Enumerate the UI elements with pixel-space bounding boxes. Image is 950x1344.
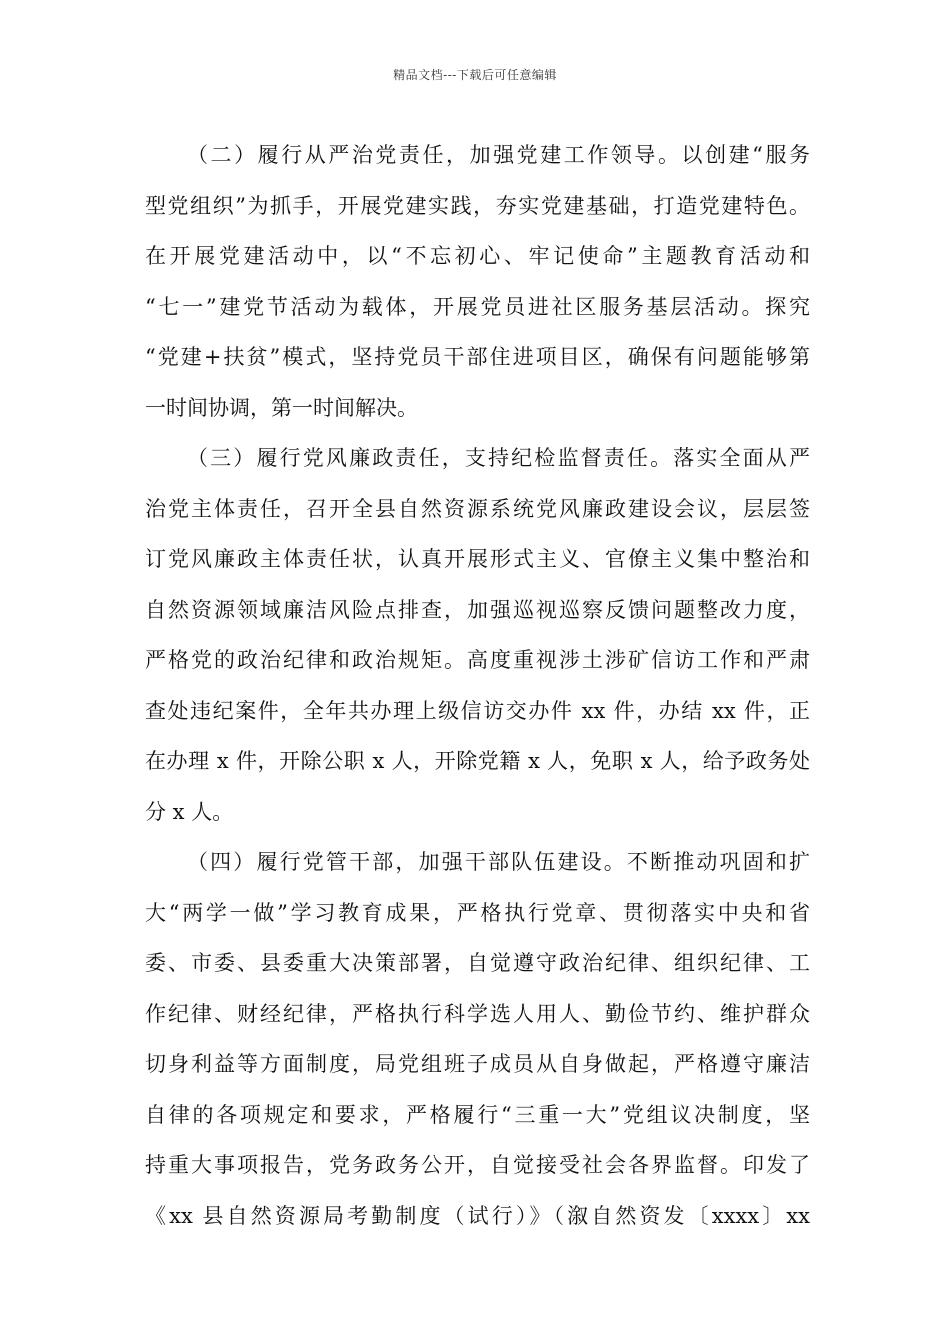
text-line: 自然资源领域廉洁风险点排查，加强巡视巡察反馈问题整改力度，	[145, 597, 810, 622]
paragraph-2	[145, 130, 810, 433]
text-line: （二）履行从严治党责任，加强党建工作领导。以创建“服务	[187, 143, 810, 167]
text-line: 《xx 县自然资源局考勤制度（试行）》（溆自然资发〔xxxx〕xx	[145, 1203, 810, 1228]
text-line: 严格党的政治纪律和政治规矩。高度重视涉土涉矿信访工作和严肃	[145, 648, 810, 672]
text-line: “七一”建党节活动为载体，开展党员进社区服务基层活动。探究	[145, 294, 810, 319]
text-line: 在办理 x 件，开除公职 x 人，开除党籍 x 人，免职 x 人，给予政务处	[145, 749, 810, 773]
text-line: 大“两学一做”学习教育成果，严格执行党章、贯彻落实中央和省	[145, 900, 810, 925]
text-line: 在开展党建活动中，以“不忘初心、牢记使命”主题教育活动和	[145, 244, 810, 268]
text-line: 治党主体责任，召开全县自然资源系统党风廉政建设会议，层层签	[145, 496, 810, 521]
text-line: 委、市委、县委重大决策部署，自觉遵守政治纪律、组织纪律、工	[145, 951, 810, 975]
text-line: 订党风廉政主体责任状，认真开展形式主义、官僚主义集中整治和	[145, 547, 810, 571]
document-body	[145, 130, 810, 1241]
text-line: 型党组织”为抓手，开展党建实践，夯实党建基础，打造党建特色。	[145, 193, 810, 218]
text-line: 查处违纪案件，全年共办理上级信访交办件 xx 件，办结 xx 件，正	[145, 698, 810, 723]
text-line: 作纪律、财经纪律，严格执行科学选人用人、勤俭节约、维护群众	[145, 1001, 810, 1026]
text-line: （三）履行党风廉政责任，支持纪检监督责任。落实全面从严	[187, 446, 810, 470]
text-line: 自律的各项规定和要求，严格履行“三重一大”党组议决制度，坚	[145, 1102, 810, 1127]
text-line: （四）履行党管干部，加强干部队伍建设。不断推动巩固和扩	[187, 850, 810, 874]
text-line: “党建+扶贫”模式，坚持党员干部住进项目区，确保有问题能够第	[145, 345, 810, 369]
page-header: 精品文档---下载后可任意编辑	[393, 68, 557, 82]
paragraph-3	[145, 433, 810, 837]
text-line: 分 x 人。	[145, 799, 234, 824]
text-line: 一时间协调，第一时间解决。	[145, 395, 418, 420]
text-line: 切身利益等方面制度，局党组班子成员从自身做起，严格遵守廉洁	[145, 1052, 810, 1076]
text-line: 持重大事项报告，党务政务公开，自觉接受社会各界监督。印发了	[145, 1153, 810, 1177]
paragraph-4	[145, 837, 810, 1241]
